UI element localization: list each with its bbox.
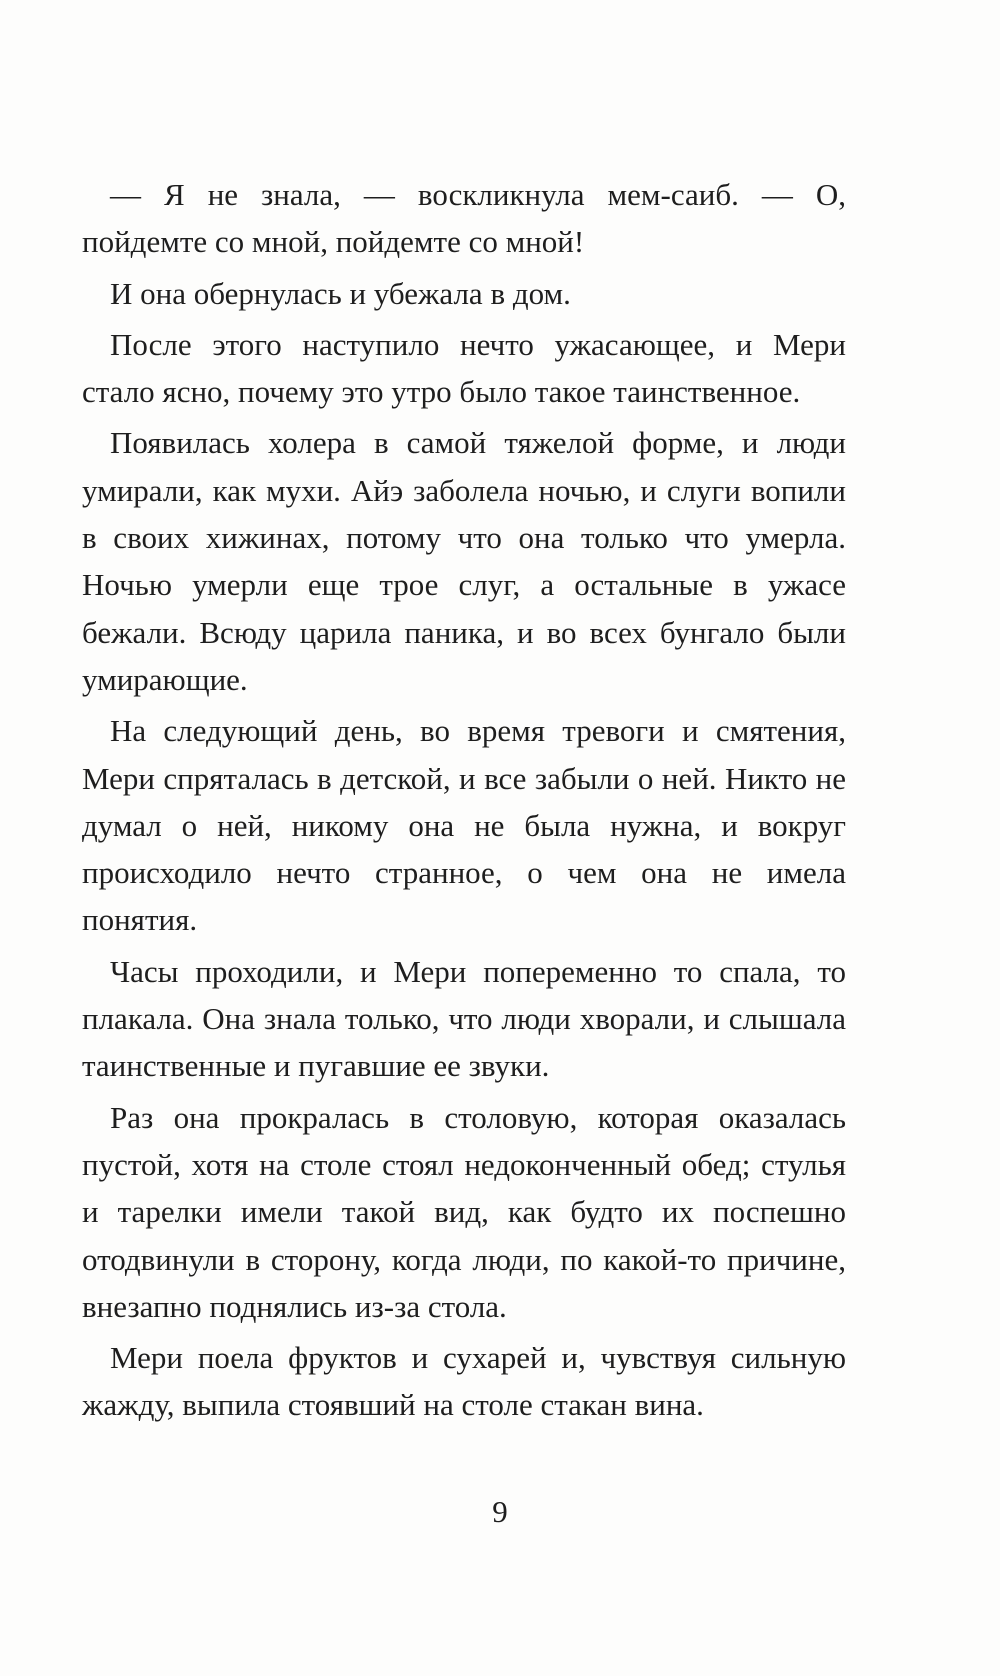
paragraph: Появилась холера в самой тяжелой форме, и люди умирали, как мухи. Айэ заболела ночью, и слуги вопили в своих хижинах, потому что она только что умерла. Ночью умерли еще трое слуг, а остальные в ужасе бежали. Всюду царила паника, и во всех бунгало были умирающие. — [82, 425, 846, 697]
page-number: 9 — [492, 1494, 508, 1529]
paragraph: На следующий день, во время тревоги и смятения, Мери спряталась в детской, и все забыли о ней. Никто не думал о ней, никому она не была нужна, и вокруг происходило нечто странное, о чем она не имела понятия. — [82, 713, 846, 938]
paragraph: Мери поела фруктов и сухарей и, чувствуя сильную жажду, выпила стоявший на столе стакан вина. — [82, 1340, 846, 1423]
paragraph: — Я не знала, — воскликнула мем-саиб. — О, пойдемте со мной, пойдемте со мной! — [82, 177, 846, 260]
paragraph: И она обернулась и убежала в дом. — [110, 275, 571, 311]
paragraph: Раз она прокралась в столовую, которая оказалась пустой, хотя на столе стоял недоконченный обед; стулья и тарелки имели такой вид, как будто их поспешно отодвинули в сторону, когда люди, по какой-то причине, внезапно поднялись из-за стола. — [82, 1099, 846, 1324]
body-text — [82, 171, 846, 1433]
paragraph: После этого наступило нечто ужасающее, и Мери стало ясно, почему это утро было такое таинственное. — [82, 326, 846, 410]
paragraph: Часы проходили, и Мери попеременно то спала, то плакала. Она знала только, что люди хворали, и слышала таинственные и пугавшие ее звуки. — [82, 953, 846, 1084]
